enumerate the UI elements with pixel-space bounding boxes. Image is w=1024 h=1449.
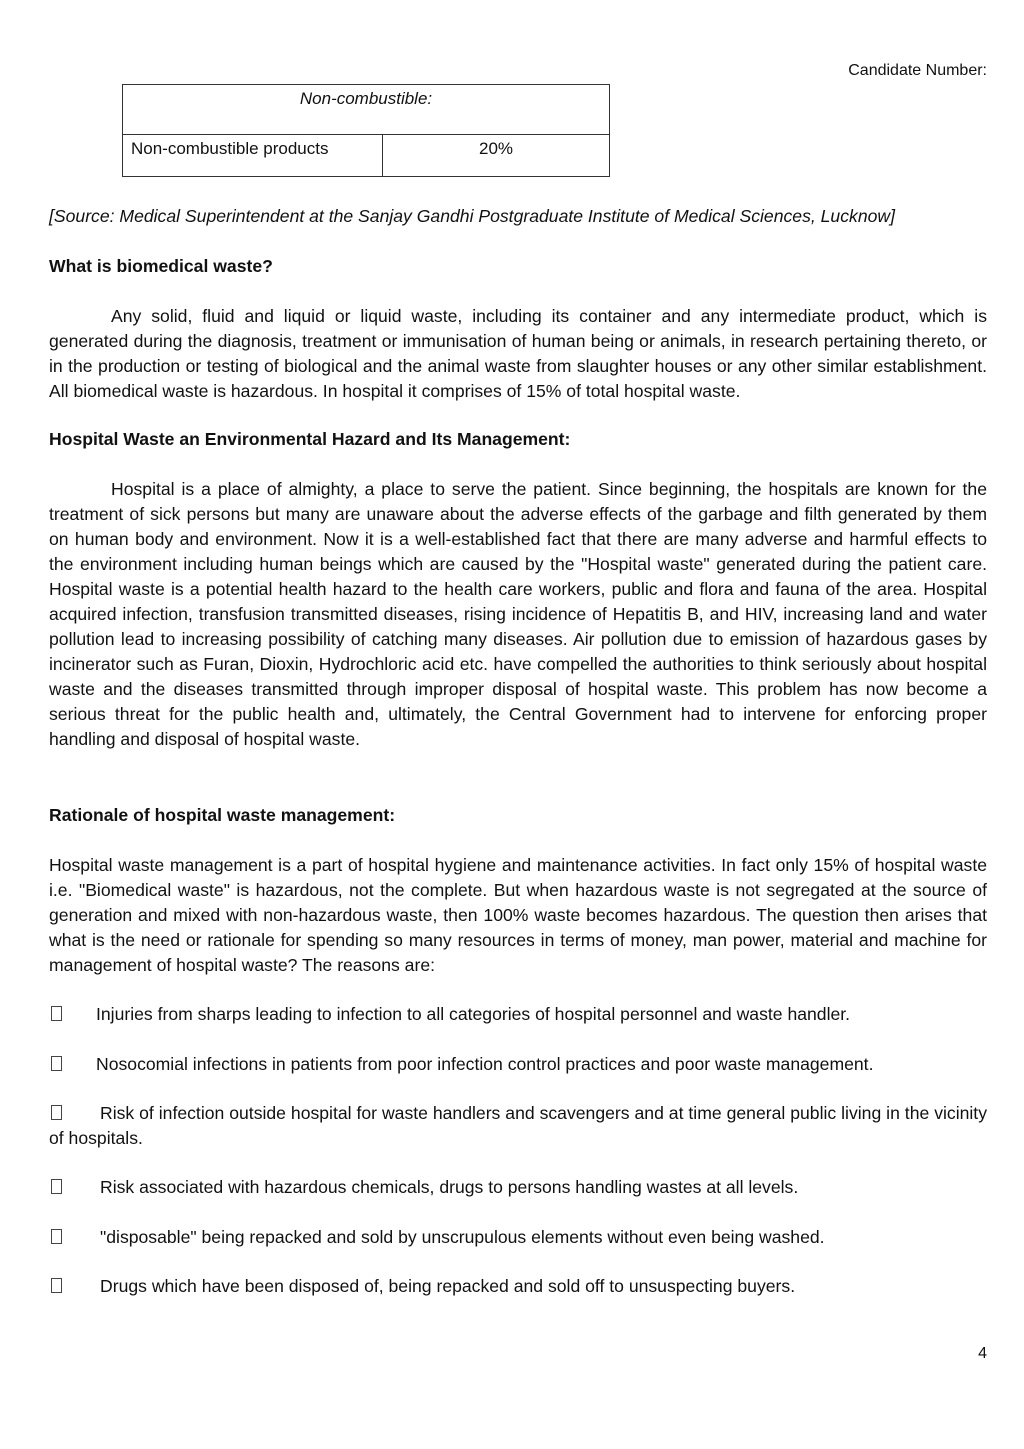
heading-rationale: Rationale of hospital waste management: [49,805,396,825]
table-cell-value: 20% [383,135,610,177]
table-title: Non-combustible: [123,85,610,135]
paragraph-biomedical-waste: Any solid, fluid and liquid or liquid waste, including its container and any intermediate product, which is generated during the diagnosis, treatment or immunisation of human being or animals, in research pertaining thereto, or in the production or testing of biological and the animal waste from slaughter houses or any other similar establishment. All biomedical waste is hazardous. In hospital it comprises of 15% of total hospital waste. [49,306,987,401]
bullet-box-icon [51,1056,62,1071]
list-item-text: Injuries from sharps leading to infection to all categories of hospital personnel and waste handler. [96,1004,851,1024]
table-cell-label: Non-combustible products [123,135,383,177]
list-item [49,1052,987,1077]
bullet-box-icon [51,1229,62,1244]
bullet-box-icon [51,1105,62,1120]
list-item [49,1274,987,1299]
list-item [49,1175,987,1200]
paragraph-environmental-hazard: Hospital is a place of almighty, a place to serve the patient. Since beginning, the hospitals are known for the treatment of sick persons but many are unaware about the adverse effects of the garbage and filth generated by them on human body and environment. Now it is a well-established fact that there are many adverse and harmful effects to the environment including human beings which are caused by the "Hospital waste" generated during the patient care. Hospital waste is a potential health hazard to the health care workers, public and flora and fauna of the area. Hospital acquired infection, transfusion transmitted diseases, rising incidence of Hepatitis B, and HIV, increasing land and water pollution lead to increasing possibility of catching many diseases. Air pollution due to emission of hazardous gases by incinerator such as Furan, Dioxin, Hydrochloric acid etc. have compelled the authorities to think seriously about hospital waste and the diseases transmitted through improper disposal of hospital waste. This problem has now become a serious threat for the public health and, ultimately, the Central Government had to intervene for enforcing proper handling and disposal of hospital waste. [49,479,987,749]
list-item [49,1225,987,1250]
candidate-number-label: Candidate Number: [848,62,987,79]
bullet-box-icon [51,1179,62,1194]
list-item-text: Drugs which have been disposed of, being repacked and sold off to unsuspecting buyers. [100,1276,796,1296]
waste-table [122,84,610,177]
heading-biomedical-waste: What is biomedical waste? [49,256,273,276]
list-item [49,1101,987,1151]
list-item-text: "disposable" being repacked and sold by unscrupulous elements without even being washed. [100,1227,825,1247]
source-citation: [Source: Medical Superintendent at the Sanjay Gandhi Postgraduate Institute of Medical Sciences, Lucknow] [49,206,895,226]
bullet-box-icon [51,1006,62,1021]
table-row [123,135,610,177]
paragraph-rationale: Hospital waste management is a part of hospital hygiene and maintenance activities. In fact only 15% of hospital waste i.e. "Biomedical waste" is hazardous, not the complete. But when hazardous waste is not segregated at the source of generation and mixed with non-hazardous waste, then 100% waste becomes hazardous. The question then arises that what is the need or rationale for spending so many resources in terms of money, man power, material and machine for management of hospital waste? The reasons are: [49,855,987,975]
list-item-text: Risk associated with hazardous chemicals, drugs to persons handling wastes at all levels. [100,1177,799,1197]
list-item-text: Risk of infection outside hospital for waste handlers and scavengers and at time general public living in the vicinity of hospitals. [49,1103,987,1148]
heading-environmental-hazard: Hospital Waste an Environmental Hazard and Its Management: [49,429,571,449]
bullet-box-icon [51,1278,62,1293]
page-number: 4 [978,1345,987,1362]
list-item [49,1002,987,1027]
list-item-text: Nosocomial infections in patients from poor infection control practices and poor waste management. [96,1054,874,1074]
